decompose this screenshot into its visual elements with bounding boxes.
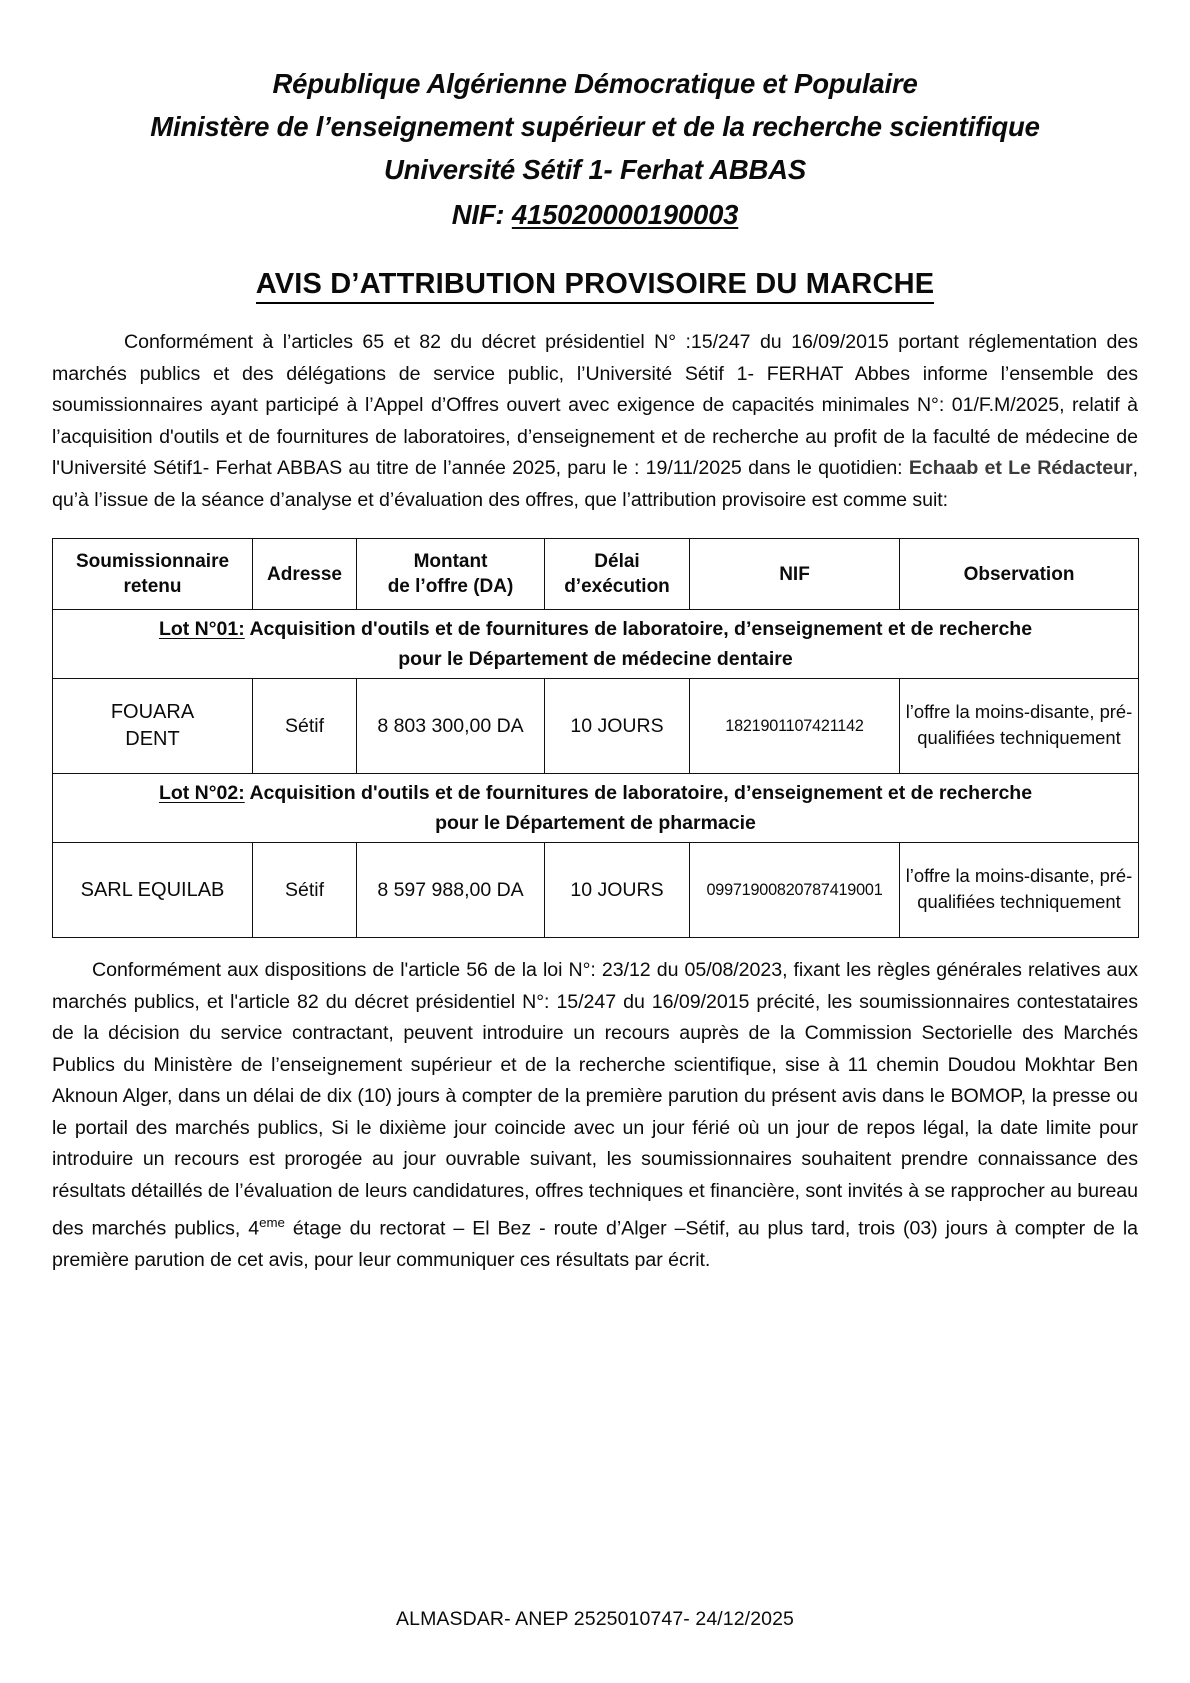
- lot-banner-02-line1: Acquisition d'outils et de fournitures de laboratoire, d’enseignement et de recherche: [244, 782, 1033, 804]
- attribution-table: [52, 538, 1139, 938]
- header-line-university: Université Sétif 1- Ferhat ABBAS: [384, 154, 806, 185]
- cell-nif-01: 1821901107421142: [690, 679, 900, 774]
- column-header-soumissionnaire-line2: retenu: [123, 576, 182, 597]
- column-header-delai: [545, 539, 690, 610]
- cell-adresse-02: Sétif: [253, 843, 357, 938]
- lot-banner-02-number: Lot N°02:: [158, 782, 245, 804]
- lot-banner-01-line2: pour le Département de médecine dentaire: [398, 648, 793, 670]
- intro-part-2: , qu’à l’issue de la séance d’analyse et d’évaluation des offres, que l’attribution provisoire est comme suit:: [52, 457, 1138, 511]
- cell-observation-01: l’offre la moins-disante, pré-qualifiées techniquement: [900, 679, 1139, 774]
- cell-delai-02: 10 JOURS: [545, 843, 690, 938]
- column-header-nif: NIF: [690, 539, 900, 610]
- cell-soumissionnaire-01: [53, 679, 253, 774]
- table-row: [53, 679, 1139, 774]
- cell-soumissionnaire-01-line1: FOUARA: [110, 701, 195, 723]
- cell-delai-01: 10 JOURS: [545, 679, 690, 774]
- closing-paragraph: [52, 955, 1138, 1277]
- closing-superscript: eme: [259, 1215, 285, 1230]
- header-line-nif: [52, 193, 1138, 236]
- column-header-delai-line2: d’exécution: [564, 576, 670, 597]
- lot-banner-01-line1: Acquisition d'outils et de fournitures de laboratoire, d’enseignement et de recherche: [244, 618, 1033, 640]
- nif-label: NIF:: [451, 199, 505, 230]
- page-title: [52, 268, 1138, 301]
- document-header: [52, 0, 1138, 236]
- lot-banner-01: [53, 610, 1139, 679]
- column-header-montant: [357, 539, 545, 610]
- cell-montant-01: 8 803 300,00 DA: [357, 679, 545, 774]
- cell-montant-02: 8 597 988,00 DA: [357, 843, 545, 938]
- intro-part-1: Conformément à l’articles 65 et 82 du décret présidentiel N° :15/247 du 16/09/2015 portant réglementation des marchés publics et des délégations de service public, l’Université Sétif 1- FERHAT Abbes informe l’ensemble des soumissionnaires ayant participé à l’Appel d’Offres ouvert avec exigence de capacités minimales N°: 01/F.M/2025, relatif à l’acquisition d'outils et de fournitures de laboratoires, d’enseignement et de recherche au profit de la faculté de médecine de l'Université Sétif1- Ferhat ABBAS au titre de l’année 2025, paru le : 19/11/2025 dans le quotidien:: [52, 331, 1138, 479]
- page-title-text: AVIS D’ATTRIBUTION PROVISOIRE DU MARCHE: [256, 268, 935, 304]
- header-line-republic: République Algérienne Démocratique et Populaire: [272, 68, 918, 99]
- column-header-soumissionnaire-line1: Soumissionnaire: [75, 551, 230, 572]
- cell-adresse-01: Sétif: [253, 679, 357, 774]
- lot-banner-row: [53, 610, 1139, 679]
- cell-nif-02: 09971900820787419001: [690, 843, 900, 938]
- table-header-row: [53, 539, 1139, 610]
- column-header-delai-line1: Délai: [594, 551, 640, 572]
- nif-value: 415020000190003: [511, 199, 739, 230]
- column-header-montant-line2: de l’offre (DA): [387, 576, 514, 597]
- table-row: [53, 843, 1139, 938]
- intro-paragraph: [52, 327, 1138, 516]
- column-header-observation: Observation: [900, 539, 1139, 610]
- document-footer: ALMASDAR- ANEP 2525010747- 24/12/2025: [396, 1608, 794, 1630]
- column-header-adresse: Adresse: [253, 539, 357, 610]
- closing-part-2: étage du rectorat – El Bez - route d’Alger –Sétif, au plus tard, trois (03) jours à compter de la première parution de cet avis, pour leur communiquer ces résultats par écrit.: [52, 1217, 1138, 1272]
- lot-banner-01-number: Lot N°01:: [158, 618, 245, 640]
- cell-soumissionnaire-01-line2: DENT: [125, 728, 180, 750]
- header-line-ministry: Ministère de l’enseignement supérieur et de la recherche scientifique: [150, 111, 1040, 142]
- cell-soumissionnaire-02: [53, 843, 253, 938]
- closing-part-1: Conformément aux dispositions de l'article 56 de la loi N°: 23/12 du 05/08/2023, fixant les règles générales relatives aux marchés publics, et l'article 82 du décret présidentiel N°: 15/247 du 16/09/2015 précité, les soumissionnaires contestataires de la décision du service contractant, peuvent introduire un recours auprès de la Commission Sectorielle des Marchés Publics du Ministère de l’enseignement supérieur et de la recherche scientifique, sise à 11 chemin Doudou Mokhtar Ben Aknoun Alger, dans un délai de dix (10) jours à compter de la première parution du présent avis dans le BOMOP, la presse ou le portail des marchés publics, Si le dixième jour coincide avec un jour férié où un jour de repos légal, la date limite pour introduire un recours est prorogée au jour ouvrable suivant, les soumissionnaires souhaitent prendre connaissance des résultats détaillés de l’évaluation de leurs candidatures, offres techniques et financière, sont invités à se rapprocher au bureau des marchés publics, 4: [52, 959, 1138, 1240]
- intro-newspapers: Echaab et Le Rédacteur: [908, 457, 1133, 479]
- column-header-montant-line1: Montant: [413, 551, 488, 572]
- cell-soumissionnaire-02-line1: SARL EQUILAB: [80, 878, 225, 901]
- lot-banner-02: [53, 774, 1139, 843]
- lot-banner-row: [53, 774, 1139, 843]
- cell-observation-02: l’offre la moins-disante, pré-qualifiées techniquement: [900, 843, 1139, 938]
- column-header-soumissionnaire: [53, 539, 253, 610]
- lot-banner-02-line2: pour le Département de pharmacie: [435, 812, 756, 834]
